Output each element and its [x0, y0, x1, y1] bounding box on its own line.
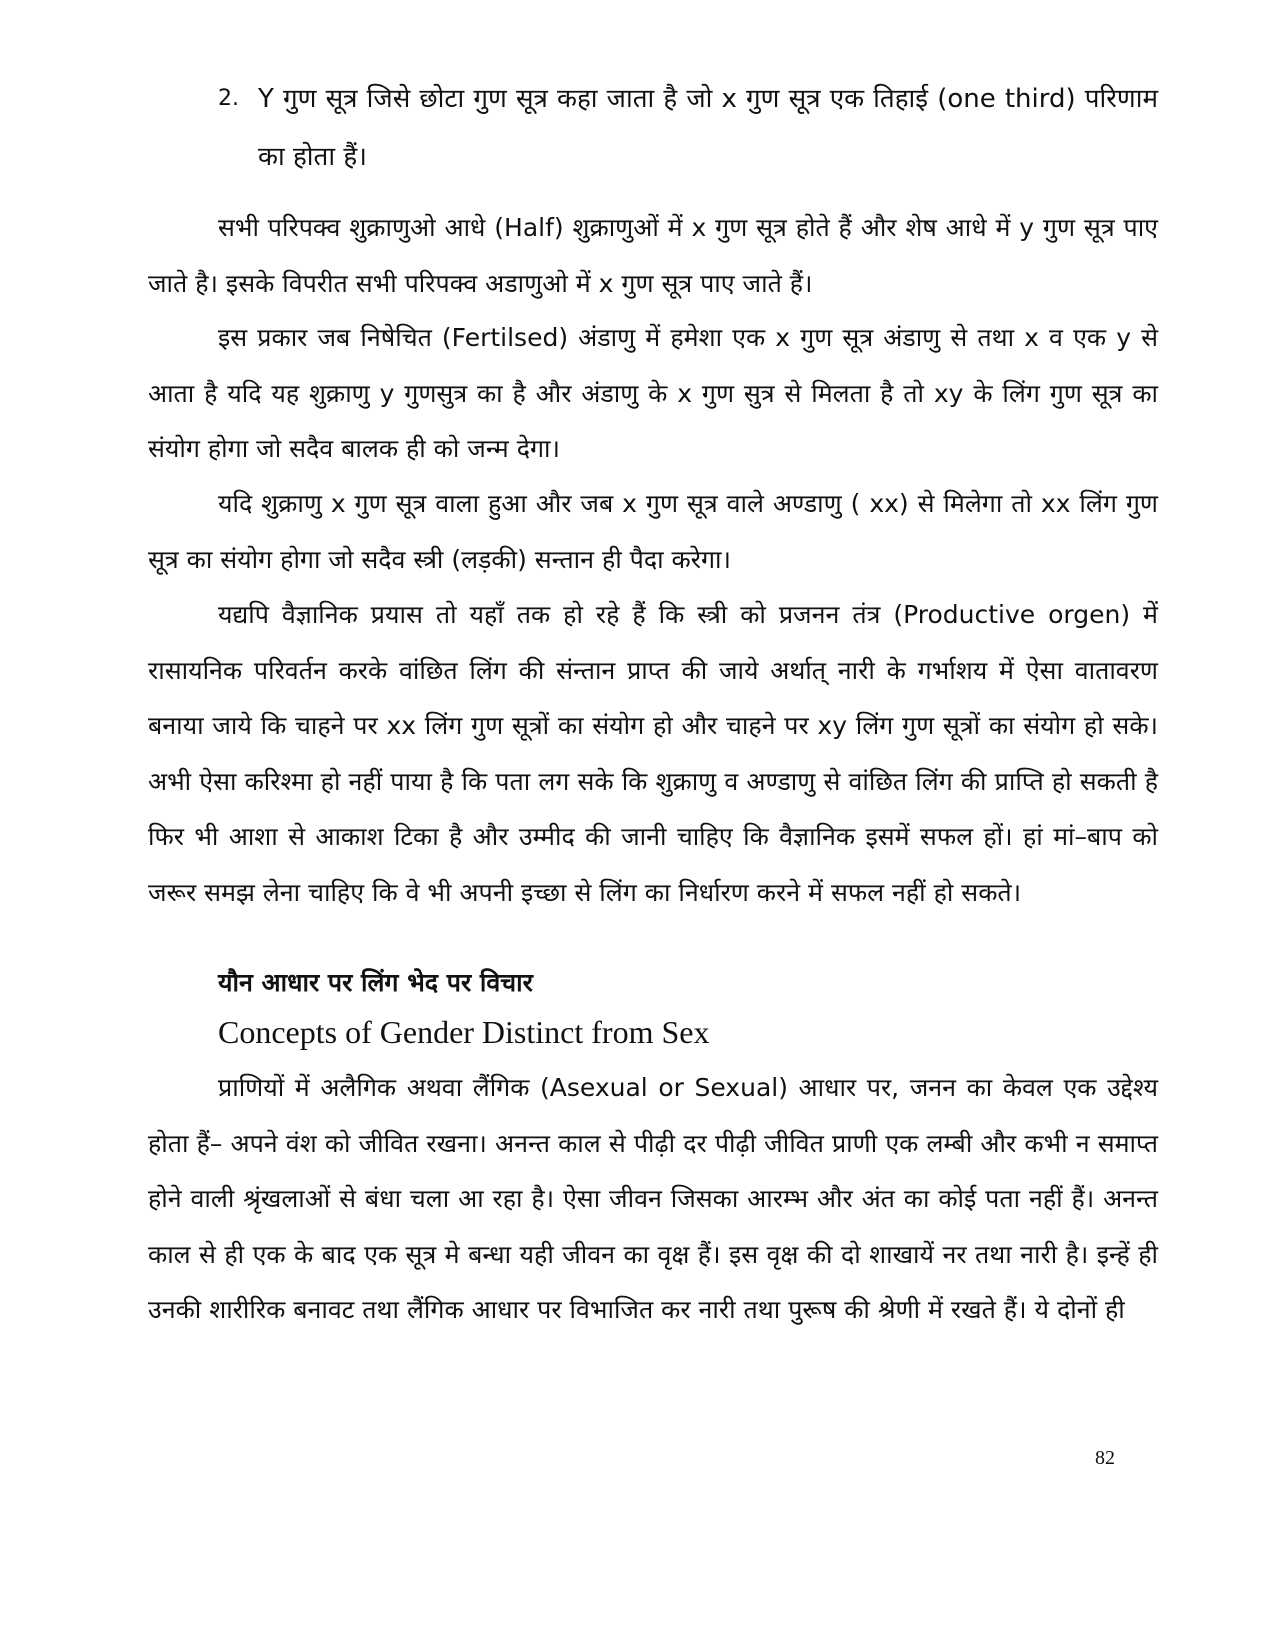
section-heading-english: Concepts of Gender Distinct from Sex	[218, 1014, 710, 1050]
section-heading-hindi: यौन आधार पर लिंग भेद पर विचार	[218, 968, 533, 997]
paragraph: इस प्रकार जब निषेचित (Fertilsed) अंडाणु में हमेशा एक x गुण सूत्र अंडाणु से तथा x व एक y से आता है यदि यह शुक्राणु y गुणसुत्र का है और अंडाणु के x गुण सुत्र से मिलता है तो xy के लिंग गुण सूत्र का संयोग होगा जो सदैव बालक ही को जन्म देगा।	[148, 323, 1158, 463]
page-number: 82	[1095, 1447, 1115, 1469]
list-item-text: Y गुण सूत्र जिसे छोटा गुण सूत्र कहा जाता है जो x गुण सूत्र एक तिहाई (one third) परिणाम का होता हैं।	[258, 84, 1158, 172]
paragraph: प्राणियों में अलैगिक अथवा लैंगिक (Asexual or Sexual) आधार पर, जनन का केवल एक उद्देश्य होता हैं– अपने वंश को जीवित रखना। अनन्त काल से पीढ़ी दर पीढ़ी जीवित प्राणी एक लम्बी और कभी न समाप्त होने वाली श्रृंखलाओं से बंधा चला आ रहा है। ऐसा जीवन जिसका आरम्भ और अंत का कोई पता नहीं हैं। अनन्त काल से ही एक के बाद एक सूत्र मे बन्धा यही जीवन का वृक्ष हैं। इस वृक्ष की दो शाखायें नर तथा नारी है। इन्हें ही उनकी शारीरिक बनावट तथा लैंगिक आधार पर विभाजित कर नारी तथा पुरूष की श्रेणी में रखते हैं। ये दोनों ही	[148, 1073, 1158, 1324]
paragraph: सभी परिपक्व शुक्राणुओ आधे (Half) शुक्राणुओं में x गुण सूत्र होते हैं और शेष आधे में y गुण सूत्र पाए जाते है। इसके विपरीत सभी परिपक्व अडाणुओ में x गुण सूत्र पाए जाते हैं।	[148, 213, 1158, 298]
list-item-number: 2.	[218, 86, 239, 111]
paragraph: यद्यपि वैज्ञानिक प्रयास तो यहाँ तक हो रहे हैं कि स्त्री को प्रजनन तंत्र (Productive orgen) में रासायनिक परिवर्तन करके वांछित लिंग की संन्तान प्राप्त की जाये अर्थात् नारी के गर्भाशय में ऐसा वातावरण बनाया जाये कि चाहने पर xx लिंग गुण सूत्रों का संयोग हो और चाहने पर xy लिंग गुण सूत्रों का संयोग हो सके। अभी ऐसा करिश्मा हो नहीं पाया है कि पता लग सके कि शुक्राणु व अण्डाणु से वांछित लिंग की प्राप्ति हो सकती है फिर भी आशा से आकाश टिका है और उम्मीद की जानी चाहिए कि वैज्ञानिक इसमें सफल हों। हां मां–बाप को जरूर समझ लेना चाहिए कि वे भी अपनी इच्छा से लिंग का निर्धारण करने में सफल नहीं हो सकते।	[148, 600, 1158, 907]
paragraph: यदि शुक्राणु x गुण सूत्र वाला हुआ और जब x गुण सूत्र वाले अण्डाणु ( xx) से मिलेगा तो xx लिंग गुण सूत्र का संयोग होगा जो सदैव स्त्री (लड़की) सन्तान ही पैदा करेगा।	[148, 489, 1158, 574]
numbered-list-item	[218, 70, 1158, 186]
